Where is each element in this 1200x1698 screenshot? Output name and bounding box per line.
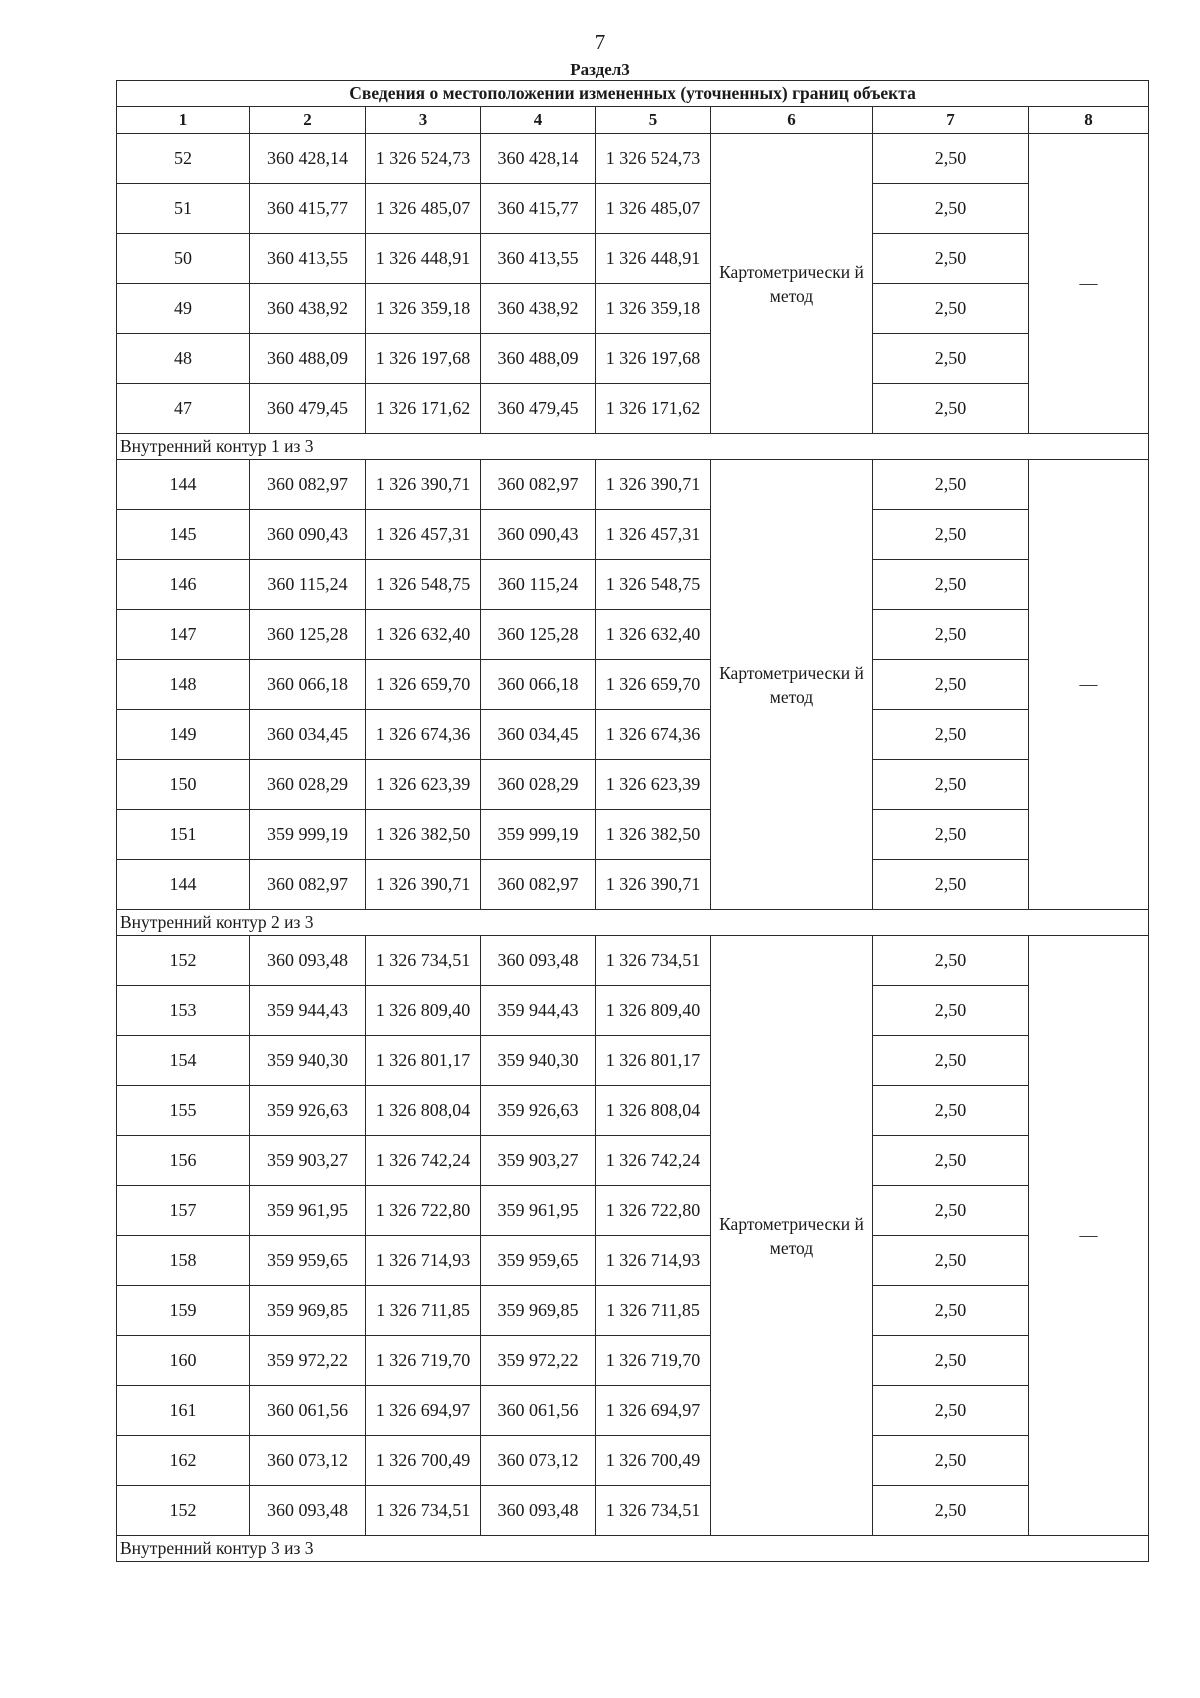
accuracy-cell: 2,50 (873, 710, 1029, 760)
column-number-cell: 7 (873, 107, 1029, 134)
accuracy-cell: 2,50 (873, 1186, 1029, 1236)
accuracy-cell: 2,50 (873, 1136, 1029, 1186)
point-number-cell: 155 (117, 1086, 250, 1136)
y-old-cell: 1 326 171,62 (366, 384, 481, 434)
accuracy-cell: 2,50 (873, 810, 1029, 860)
x-new-cell: 360 125,28 (481, 610, 596, 660)
y-old-cell: 1 326 694,97 (366, 1386, 481, 1436)
accuracy-cell: 2,50 (873, 660, 1029, 710)
point-number-cell: 145 (117, 510, 250, 560)
x-new-cell: 360 028,29 (481, 760, 596, 810)
x-old-cell: 360 428,14 (250, 134, 366, 184)
contour-label: Внутренний контур 1 из 3 (117, 434, 1149, 460)
point-number-cell: 52 (117, 134, 250, 184)
x-new-cell: 360 061,56 (481, 1386, 596, 1436)
y-new-cell: 1 326 359,18 (596, 284, 711, 334)
accuracy-cell: 2,50 (873, 1086, 1029, 1136)
note-cell: — (1029, 134, 1149, 434)
x-new-cell: 360 115,24 (481, 560, 596, 610)
table-row (117, 710, 1149, 760)
y-new-cell: 1 326 548,75 (596, 560, 711, 610)
x-old-cell: 359 969,85 (250, 1286, 366, 1336)
y-old-cell: 1 326 390,71 (366, 860, 481, 910)
y-new-cell: 1 326 719,70 (596, 1336, 711, 1386)
y-old-cell: 1 326 674,36 (366, 710, 481, 760)
accuracy-cell: 2,50 (873, 184, 1029, 234)
y-new-cell: 1 326 390,71 (596, 460, 711, 510)
boundary-table (116, 80, 1149, 1562)
point-number-cell: 154 (117, 1036, 250, 1086)
x-new-cell: 360 479,45 (481, 384, 596, 434)
x-new-cell: 359 926,63 (481, 1086, 596, 1136)
x-old-cell: 359 961,95 (250, 1186, 366, 1236)
accuracy-cell: 2,50 (873, 234, 1029, 284)
table-row (117, 334, 1149, 384)
table-caption-row (117, 81, 1149, 107)
table-row (117, 1436, 1149, 1486)
accuracy-cell: 2,50 (873, 986, 1029, 1036)
accuracy-cell: 2,50 (873, 460, 1029, 510)
x-new-cell: 359 972,22 (481, 1336, 596, 1386)
column-number-cell: 5 (596, 107, 711, 134)
x-new-cell: 360 093,48 (481, 936, 596, 986)
method-cell: Картометрически й метод (711, 936, 873, 1536)
point-number-cell: 150 (117, 760, 250, 810)
x-old-cell: 359 944,43 (250, 986, 366, 1036)
table-row (117, 1086, 1149, 1136)
y-old-cell: 1 326 714,93 (366, 1236, 481, 1286)
table-row (117, 986, 1149, 1036)
x-old-cell: 360 488,09 (250, 334, 366, 384)
x-old-cell: 360 028,29 (250, 760, 366, 810)
y-new-cell: 1 326 714,93 (596, 1236, 711, 1286)
y-old-cell: 1 326 524,73 (366, 134, 481, 184)
point-number-cell: 158 (117, 1236, 250, 1286)
x-old-cell: 360 066,18 (250, 660, 366, 710)
x-old-cell: 360 034,45 (250, 710, 366, 760)
table-row (117, 1286, 1149, 1336)
table-row (117, 1486, 1149, 1536)
y-new-cell: 1 326 742,24 (596, 1136, 711, 1186)
x-old-cell: 360 082,97 (250, 460, 366, 510)
y-new-cell: 1 326 808,04 (596, 1086, 711, 1136)
table-row (117, 510, 1149, 560)
y-new-cell: 1 326 801,17 (596, 1036, 711, 1086)
table-row (117, 1386, 1149, 1436)
x-new-cell: 359 903,27 (481, 1136, 596, 1186)
x-old-cell: 360 073,12 (250, 1436, 366, 1486)
point-number-cell: 153 (117, 986, 250, 1036)
accuracy-cell: 2,50 (873, 510, 1029, 560)
y-new-cell: 1 326 734,51 (596, 1486, 711, 1536)
y-old-cell: 1 326 734,51 (366, 1486, 481, 1536)
accuracy-cell: 2,50 (873, 560, 1029, 610)
y-new-cell: 1 326 659,70 (596, 660, 711, 710)
x-old-cell: 360 479,45 (250, 384, 366, 434)
method-cell: Картометрически й метод (711, 460, 873, 910)
method-cell: Картометрически й метод (711, 134, 873, 434)
point-number-cell: 47 (117, 384, 250, 434)
y-new-cell: 1 326 485,07 (596, 184, 711, 234)
x-new-cell: 360 066,18 (481, 660, 596, 710)
accuracy-cell: 2,50 (873, 284, 1029, 334)
y-new-cell: 1 326 197,68 (596, 334, 711, 384)
note-cell: — (1029, 936, 1149, 1536)
point-number-cell: 161 (117, 1386, 250, 1436)
x-old-cell: 360 125,28 (250, 610, 366, 660)
x-new-cell: 360 438,92 (481, 284, 596, 334)
point-number-cell: 51 (117, 184, 250, 234)
x-new-cell: 360 073,12 (481, 1436, 596, 1486)
x-old-cell: 359 959,65 (250, 1236, 366, 1286)
table-row (117, 810, 1149, 860)
y-old-cell: 1 326 700,49 (366, 1436, 481, 1486)
accuracy-cell: 2,50 (873, 610, 1029, 660)
x-new-cell: 359 999,19 (481, 810, 596, 860)
section-title: Раздел3 (570, 60, 630, 79)
point-number-cell: 156 (117, 1136, 250, 1186)
accuracy-cell: 2,50 (873, 760, 1029, 810)
column-number-row (117, 107, 1149, 134)
y-old-cell: 1 326 382,50 (366, 810, 481, 860)
point-number-cell: 159 (117, 1286, 250, 1336)
y-old-cell: 1 326 457,31 (366, 510, 481, 560)
accuracy-cell: 2,50 (873, 860, 1029, 910)
y-old-cell: 1 326 390,71 (366, 460, 481, 510)
point-number-cell: 50 (117, 234, 250, 284)
table-row (117, 384, 1149, 434)
y-old-cell: 1 326 711,85 (366, 1286, 481, 1336)
contour-row (117, 910, 1149, 936)
y-old-cell: 1 326 197,68 (366, 334, 481, 384)
accuracy-cell: 2,50 (873, 1386, 1029, 1436)
accuracy-cell: 2,50 (873, 334, 1029, 384)
x-old-cell: 360 093,48 (250, 1486, 366, 1536)
point-number-cell: 157 (117, 1186, 250, 1236)
x-new-cell: 360 082,97 (481, 860, 596, 910)
x-new-cell: 359 961,95 (481, 1186, 596, 1236)
y-old-cell: 1 326 448,91 (366, 234, 481, 284)
x-old-cell: 360 115,24 (250, 560, 366, 610)
x-old-cell: 359 903,27 (250, 1136, 366, 1186)
x-new-cell: 360 428,14 (481, 134, 596, 184)
y-old-cell: 1 326 485,07 (366, 184, 481, 234)
y-new-cell: 1 326 809,40 (596, 986, 711, 1036)
table-row (117, 460, 1149, 510)
point-number-cell: 149 (117, 710, 250, 760)
x-new-cell: 360 415,77 (481, 184, 596, 234)
table-row (117, 1036, 1149, 1086)
point-number-cell: 151 (117, 810, 250, 860)
y-new-cell: 1 326 448,91 (596, 234, 711, 284)
column-number-cell: 3 (366, 107, 481, 134)
y-new-cell: 1 326 734,51 (596, 936, 711, 986)
x-new-cell: 360 034,45 (481, 710, 596, 760)
x-new-cell: 359 959,65 (481, 1236, 596, 1286)
accuracy-cell: 2,50 (873, 1436, 1029, 1486)
point-number-cell: 148 (117, 660, 250, 710)
y-old-cell: 1 326 801,17 (366, 1036, 481, 1086)
contour-row (117, 1536, 1149, 1562)
y-old-cell: 1 326 734,51 (366, 936, 481, 986)
y-old-cell: 1 326 742,24 (366, 1136, 481, 1186)
point-number-cell: 162 (117, 1436, 250, 1486)
y-new-cell: 1 326 457,31 (596, 510, 711, 560)
point-number-cell: 144 (117, 860, 250, 910)
y-old-cell: 1 326 722,80 (366, 1186, 481, 1236)
accuracy-cell: 2,50 (873, 936, 1029, 986)
contour-label: Внутренний контур 2 из 3 (117, 910, 1149, 936)
x-new-cell: 360 082,97 (481, 460, 596, 510)
accuracy-cell: 2,50 (873, 1036, 1029, 1086)
accuracy-cell: 2,50 (873, 134, 1029, 184)
y-new-cell: 1 326 711,85 (596, 1286, 711, 1336)
y-old-cell: 1 326 808,04 (366, 1086, 481, 1136)
x-old-cell: 360 061,56 (250, 1386, 366, 1436)
contour-row (117, 434, 1149, 460)
table-row (117, 1186, 1149, 1236)
x-new-cell: 360 488,09 (481, 334, 596, 384)
table-row (117, 610, 1149, 660)
table-row (117, 1336, 1149, 1386)
table-caption: Сведения о местоположении измененных (уточненных) границ объекта (117, 81, 1149, 107)
y-old-cell: 1 326 809,40 (366, 986, 481, 1036)
table-row (117, 184, 1149, 234)
x-new-cell: 359 940,30 (481, 1036, 596, 1086)
contour-label: Внутренний контур 3 из 3 (117, 1536, 1149, 1562)
x-old-cell: 359 999,19 (250, 810, 366, 860)
table-row (117, 284, 1149, 334)
table-row (117, 860, 1149, 910)
x-old-cell: 360 413,55 (250, 234, 366, 284)
table-row (117, 1236, 1149, 1286)
y-new-cell: 1 326 623,39 (596, 760, 711, 810)
y-new-cell: 1 326 632,40 (596, 610, 711, 660)
accuracy-cell: 2,50 (873, 1286, 1029, 1336)
point-number-cell: 160 (117, 1336, 250, 1386)
y-old-cell: 1 326 632,40 (366, 610, 481, 660)
table-row (117, 134, 1149, 184)
point-number-cell: 146 (117, 560, 250, 610)
column-number-cell: 2 (250, 107, 366, 134)
x-new-cell: 359 944,43 (481, 986, 596, 1036)
x-old-cell: 360 090,43 (250, 510, 366, 560)
x-new-cell: 360 093,48 (481, 1486, 596, 1536)
y-old-cell: 1 326 623,39 (366, 760, 481, 810)
y-new-cell: 1 326 524,73 (596, 134, 711, 184)
y-old-cell: 1 326 719,70 (366, 1336, 481, 1386)
accuracy-cell: 2,50 (873, 1486, 1029, 1536)
y-old-cell: 1 326 359,18 (366, 284, 481, 334)
point-number-cell: 49 (117, 284, 250, 334)
x-old-cell: 360 438,92 (250, 284, 366, 334)
point-number-cell: 152 (117, 936, 250, 986)
point-number-cell: 152 (117, 1486, 250, 1536)
x-new-cell: 359 969,85 (481, 1286, 596, 1336)
table-row (117, 234, 1149, 284)
point-number-cell: 147 (117, 610, 250, 660)
point-number-cell: 144 (117, 460, 250, 510)
column-number-cell: 1 (117, 107, 250, 134)
table-row (117, 560, 1149, 610)
table-row (117, 936, 1149, 986)
x-old-cell: 359 972,22 (250, 1336, 366, 1386)
y-new-cell: 1 326 722,80 (596, 1186, 711, 1236)
x-old-cell: 360 082,97 (250, 860, 366, 910)
y-new-cell: 1 326 171,62 (596, 384, 711, 434)
column-number-cell: 4 (481, 107, 596, 134)
accuracy-cell: 2,50 (873, 384, 1029, 434)
table-row (117, 760, 1149, 810)
x-old-cell: 360 415,77 (250, 184, 366, 234)
accuracy-cell: 2,50 (873, 1336, 1029, 1386)
y-new-cell: 1 326 700,49 (596, 1436, 711, 1486)
x-new-cell: 360 090,43 (481, 510, 596, 560)
y-old-cell: 1 326 548,75 (366, 560, 481, 610)
column-number-cell: 8 (1029, 107, 1149, 134)
x-old-cell: 359 940,30 (250, 1036, 366, 1086)
y-new-cell: 1 326 694,97 (596, 1386, 711, 1436)
table-row (117, 660, 1149, 710)
y-new-cell: 1 326 390,71 (596, 860, 711, 910)
y-new-cell: 1 326 674,36 (596, 710, 711, 760)
x-old-cell: 359 926,63 (250, 1086, 366, 1136)
y-old-cell: 1 326 659,70 (366, 660, 481, 710)
accuracy-cell: 2,50 (873, 1236, 1029, 1286)
x-new-cell: 360 413,55 (481, 234, 596, 284)
column-number-cell: 6 (711, 107, 873, 134)
note-cell: — (1029, 460, 1149, 910)
y-new-cell: 1 326 382,50 (596, 810, 711, 860)
x-old-cell: 360 093,48 (250, 936, 366, 986)
table-row (117, 1136, 1149, 1186)
page-number: 7 (594, 30, 606, 54)
point-number-cell: 48 (117, 334, 250, 384)
